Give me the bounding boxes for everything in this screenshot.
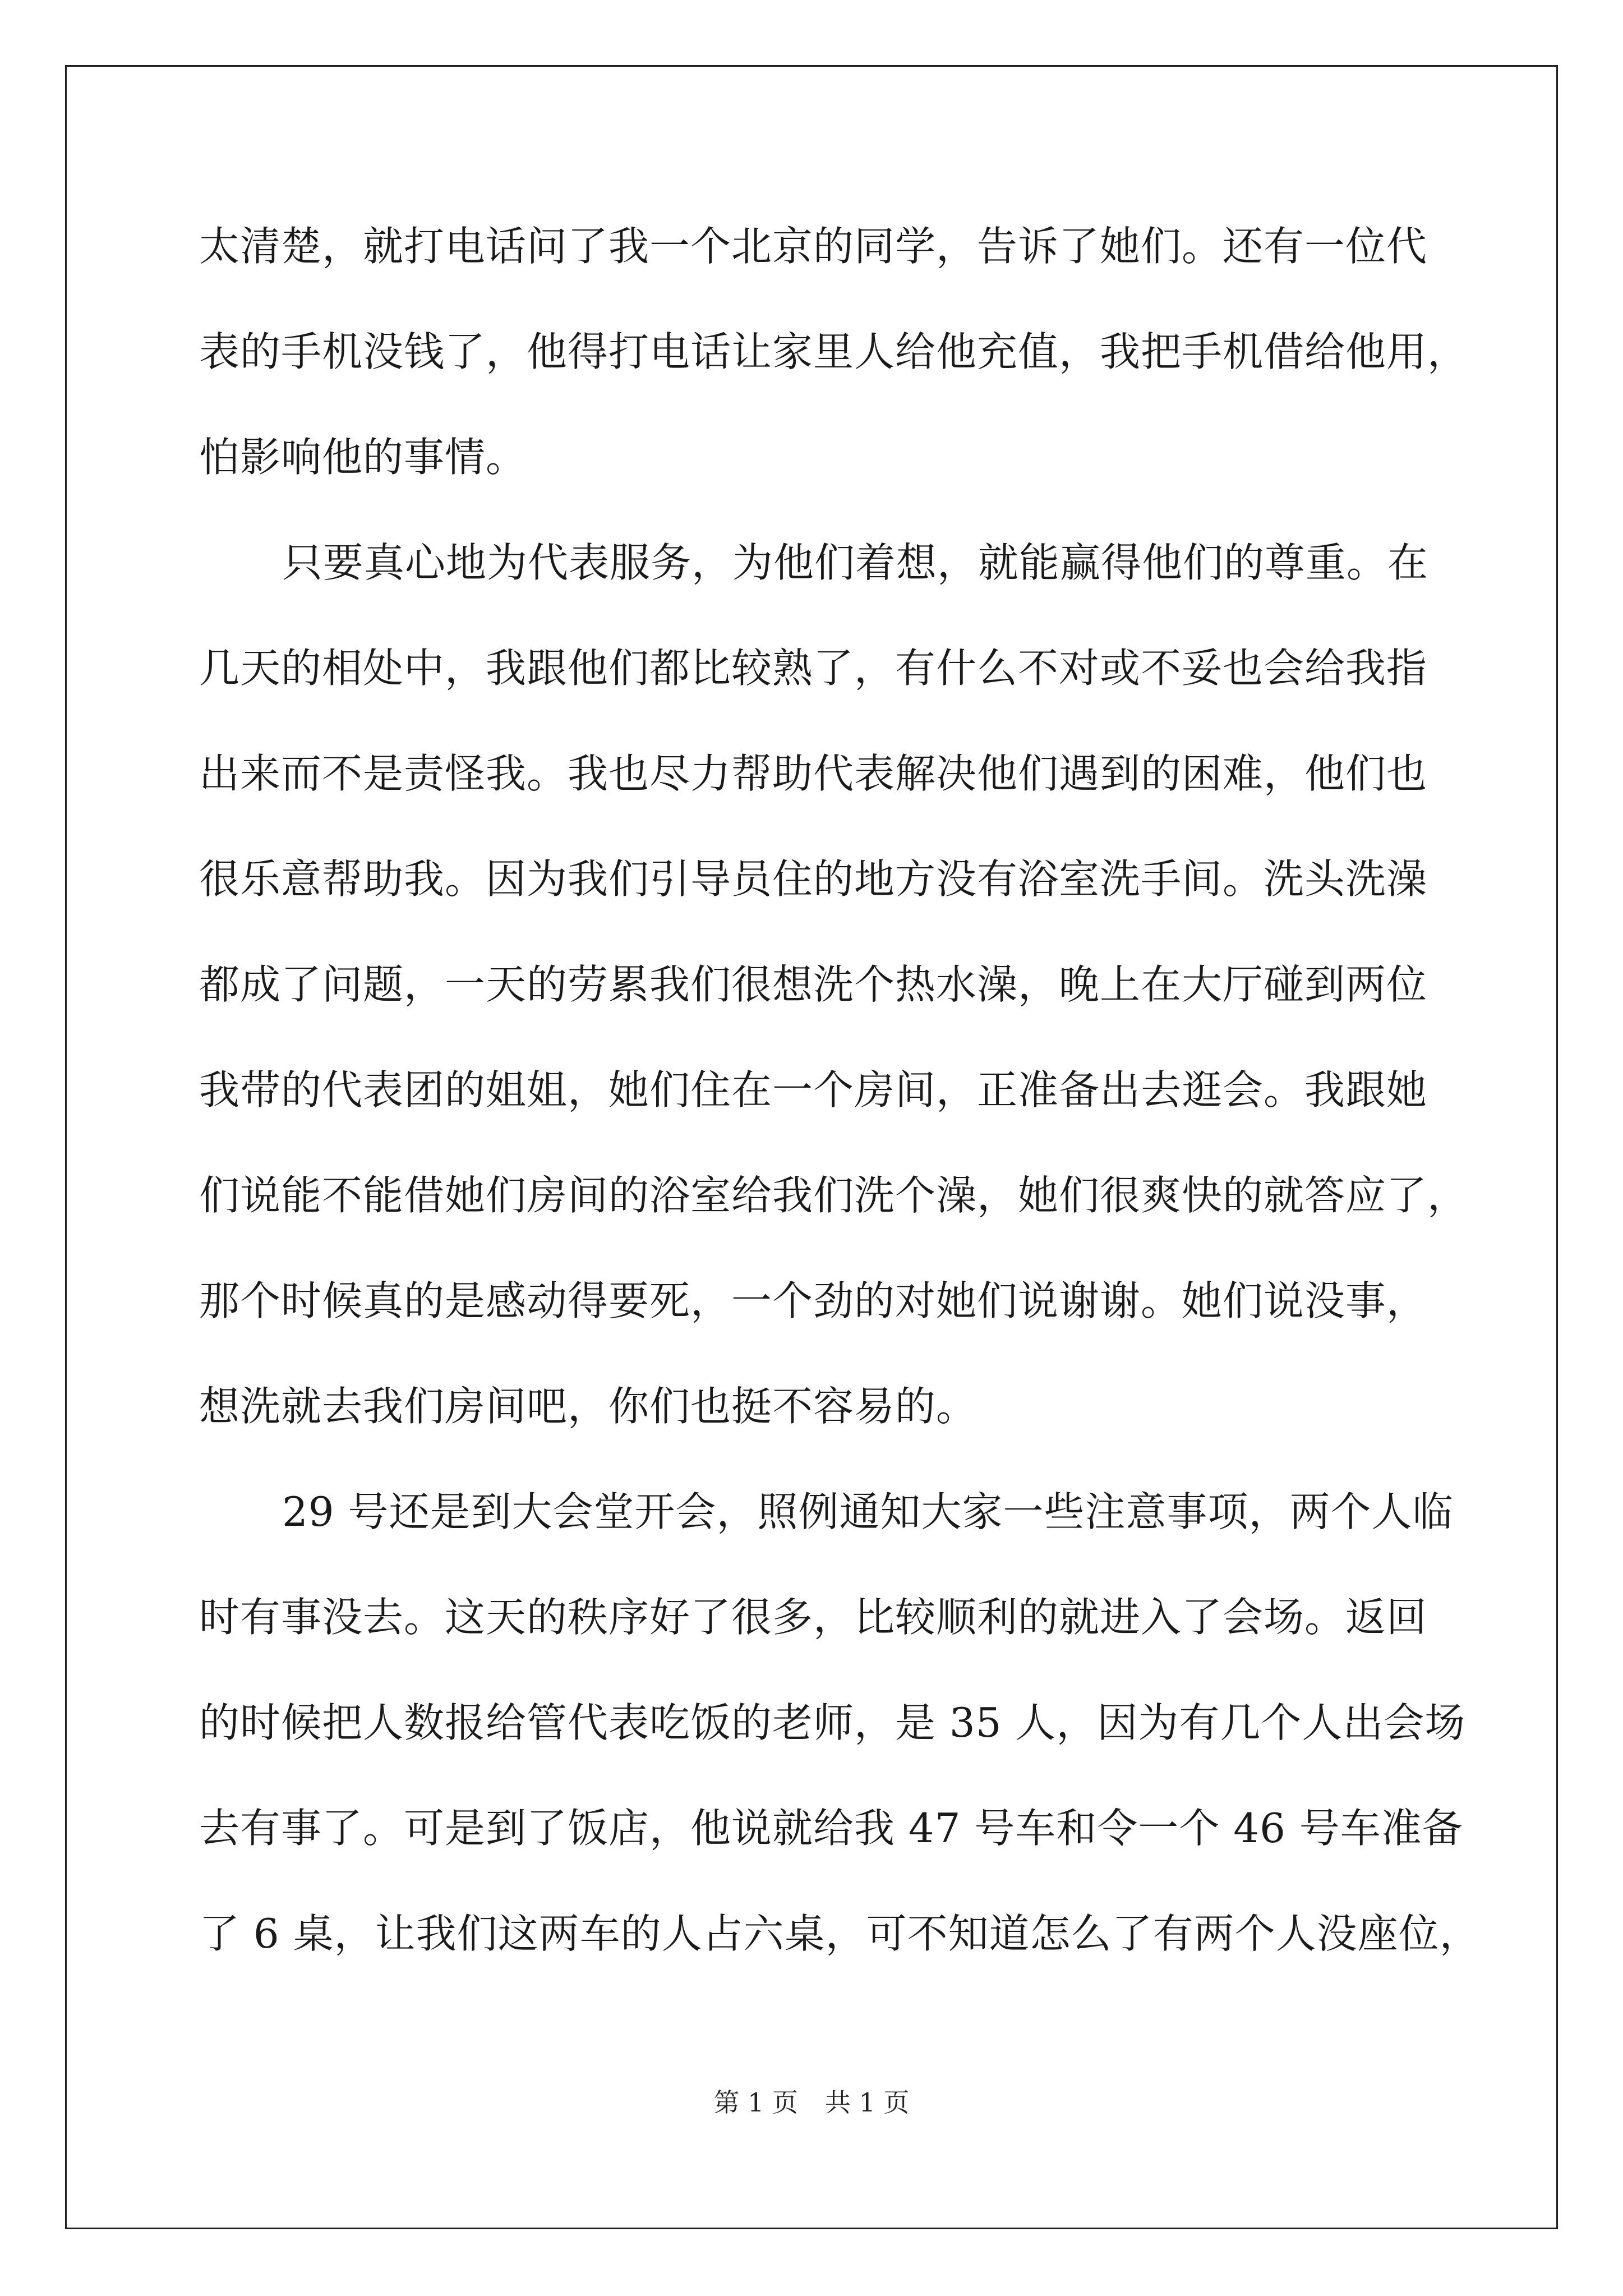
text-line: 表的手机没钱了，他得打电话让家里人给他充值，我把手机借给他用， (199, 328, 1469, 375)
page-footer (0, 2086, 1623, 2119)
paragraph-first-line: 只要真心地为代表服务，为他们着想，就能赢得他们的尊重。在 (282, 539, 1429, 586)
page-number: 第 1 页 (713, 2087, 798, 2118)
text-line: 怕影响他的事情。 (199, 434, 527, 481)
page-total: 共 1 页 (825, 2087, 910, 2118)
text-line: 都成了问题，一天的劳累我们很想洗个热水澡，晚上在大厅碰到两位 (199, 961, 1428, 1008)
document-body (199, 220, 1481, 2013)
text-line: 太清楚，就打电话问了我一个北京的同学，告诉了她们。还有一位代 (199, 223, 1428, 270)
text-line: 那个时候真的是感动得要死，一个劲的对她们说谢谢。她们说没事， (199, 1277, 1428, 1324)
text-line: 几天的相处中，我跟他们都比较熟了，有什么不对或不妥也会给我指 (199, 645, 1428, 692)
text-line: 想洗就去我们房间吧，你们也挺不容易的。 (199, 1383, 978, 1430)
paragraph-first-line: 29 号还是到大会堂开会，照例通知大家一些注意事项，两个人临 (282, 1488, 1454, 1535)
text-line: 出来而不是责怪我。我也尽力帮助代表解决他们遇到的困难，他们也 (199, 750, 1428, 797)
text-line: 了 6 桌，让我们这两车的人占六桌，可不知道怎么了有两个人没座位， (199, 1910, 1481, 1957)
text-line: 们说能不能借她们房间的浴室给我们洗个澡，她们很爽快的就答应了， (199, 1172, 1469, 1219)
text-line: 时有事没去。这天的秩序好了很多，比较顺利的就进入了会场。返回 (199, 1594, 1428, 1641)
text-line: 去有事了。可是到了饭店，他说就给我 47 号车和令一个 46 号车准备 (199, 1805, 1463, 1852)
text-line: 我带的代表团的姐姐，她们住在一个房间，正准备出去逛会。我跟她 (199, 1066, 1428, 1114)
text-line: 很乐意帮助我。因为我们引导员住的地方没有浴室洗手间。洗头洗澡 (199, 855, 1428, 903)
text-line: 的时候把人数报给管代表吃饭的老师，是 35 人，因为有几个人出会场 (199, 1699, 1466, 1746)
